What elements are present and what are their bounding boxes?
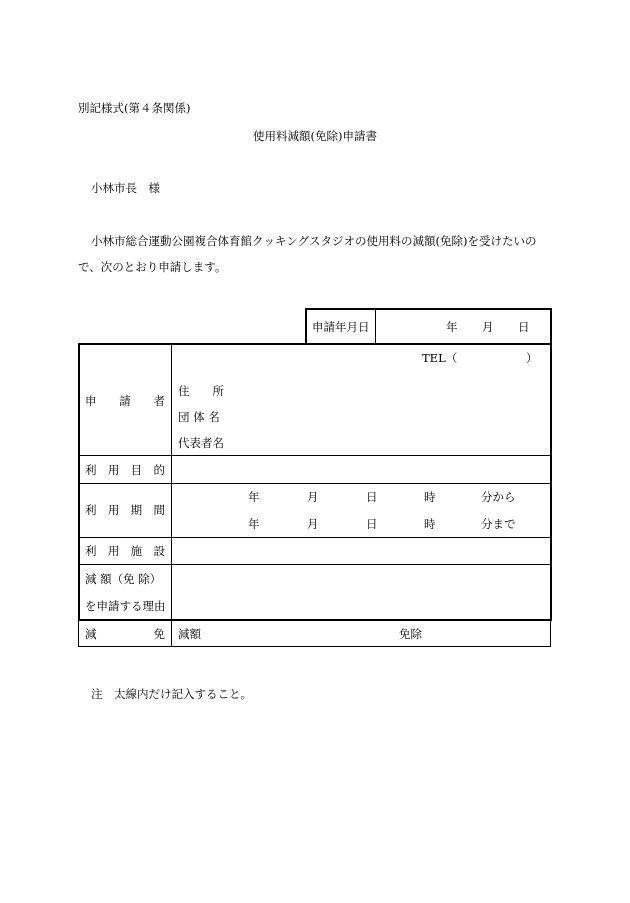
applicant-label: 申 請 者: [85, 394, 165, 408]
tel-label: TEL（: [422, 351, 458, 365]
period-to-minute: 分まで: [481, 517, 516, 531]
address-label: 住 所: [178, 384, 224, 398]
date-year-unit: 年: [446, 320, 458, 334]
note-text: 注 太線内だけ記入すること。: [91, 687, 252, 701]
purpose-label: 利 用 目 的: [85, 463, 165, 477]
reason-label-line-2: を申請する理由: [85, 599, 166, 613]
date-day-unit: 日: [518, 320, 530, 334]
period-from-day: 日: [366, 490, 378, 504]
date-label: 申請年月日: [312, 320, 370, 334]
period-label: 利 用 期 間: [85, 503, 165, 517]
period-to-month: 月: [307, 517, 319, 531]
period-from-minute: 分から: [481, 490, 516, 504]
period-to-hour: 時: [424, 517, 436, 531]
period-to-day: 日: [366, 517, 378, 531]
reduction-label: 減額: [178, 627, 201, 641]
date-month-unit: 月: [482, 320, 494, 334]
period-from-hour: 時: [424, 490, 436, 504]
period-to-year: 年: [248, 517, 260, 531]
period-from-month: 月: [307, 490, 319, 504]
period-from-year: 年: [248, 490, 260, 504]
reason-label-line-1: 減 額（免 除）: [85, 572, 162, 586]
exemption-label: 減 免: [85, 627, 165, 641]
body-text-line-1: 小林市総合運動公園複合体育館クッキングスタジオの使用料の減額(免除)を受けたいの: [91, 234, 537, 248]
body-text-line-2: で、次のとおり申請します。: [78, 260, 227, 274]
form-label: 別記様式(第４条関係): [78, 101, 191, 115]
representative-label: 代表者名: [178, 436, 224, 450]
addressee: 小林市長 様: [91, 181, 160, 195]
facility-label: 利 用 施 設: [85, 544, 165, 558]
page-title: 使用料減額(免除)申請書: [253, 129, 377, 143]
tel-close: ）: [526, 351, 538, 365]
group-name-label: 団 体 名: [178, 410, 220, 424]
exempt-label: 免除: [399, 627, 422, 641]
